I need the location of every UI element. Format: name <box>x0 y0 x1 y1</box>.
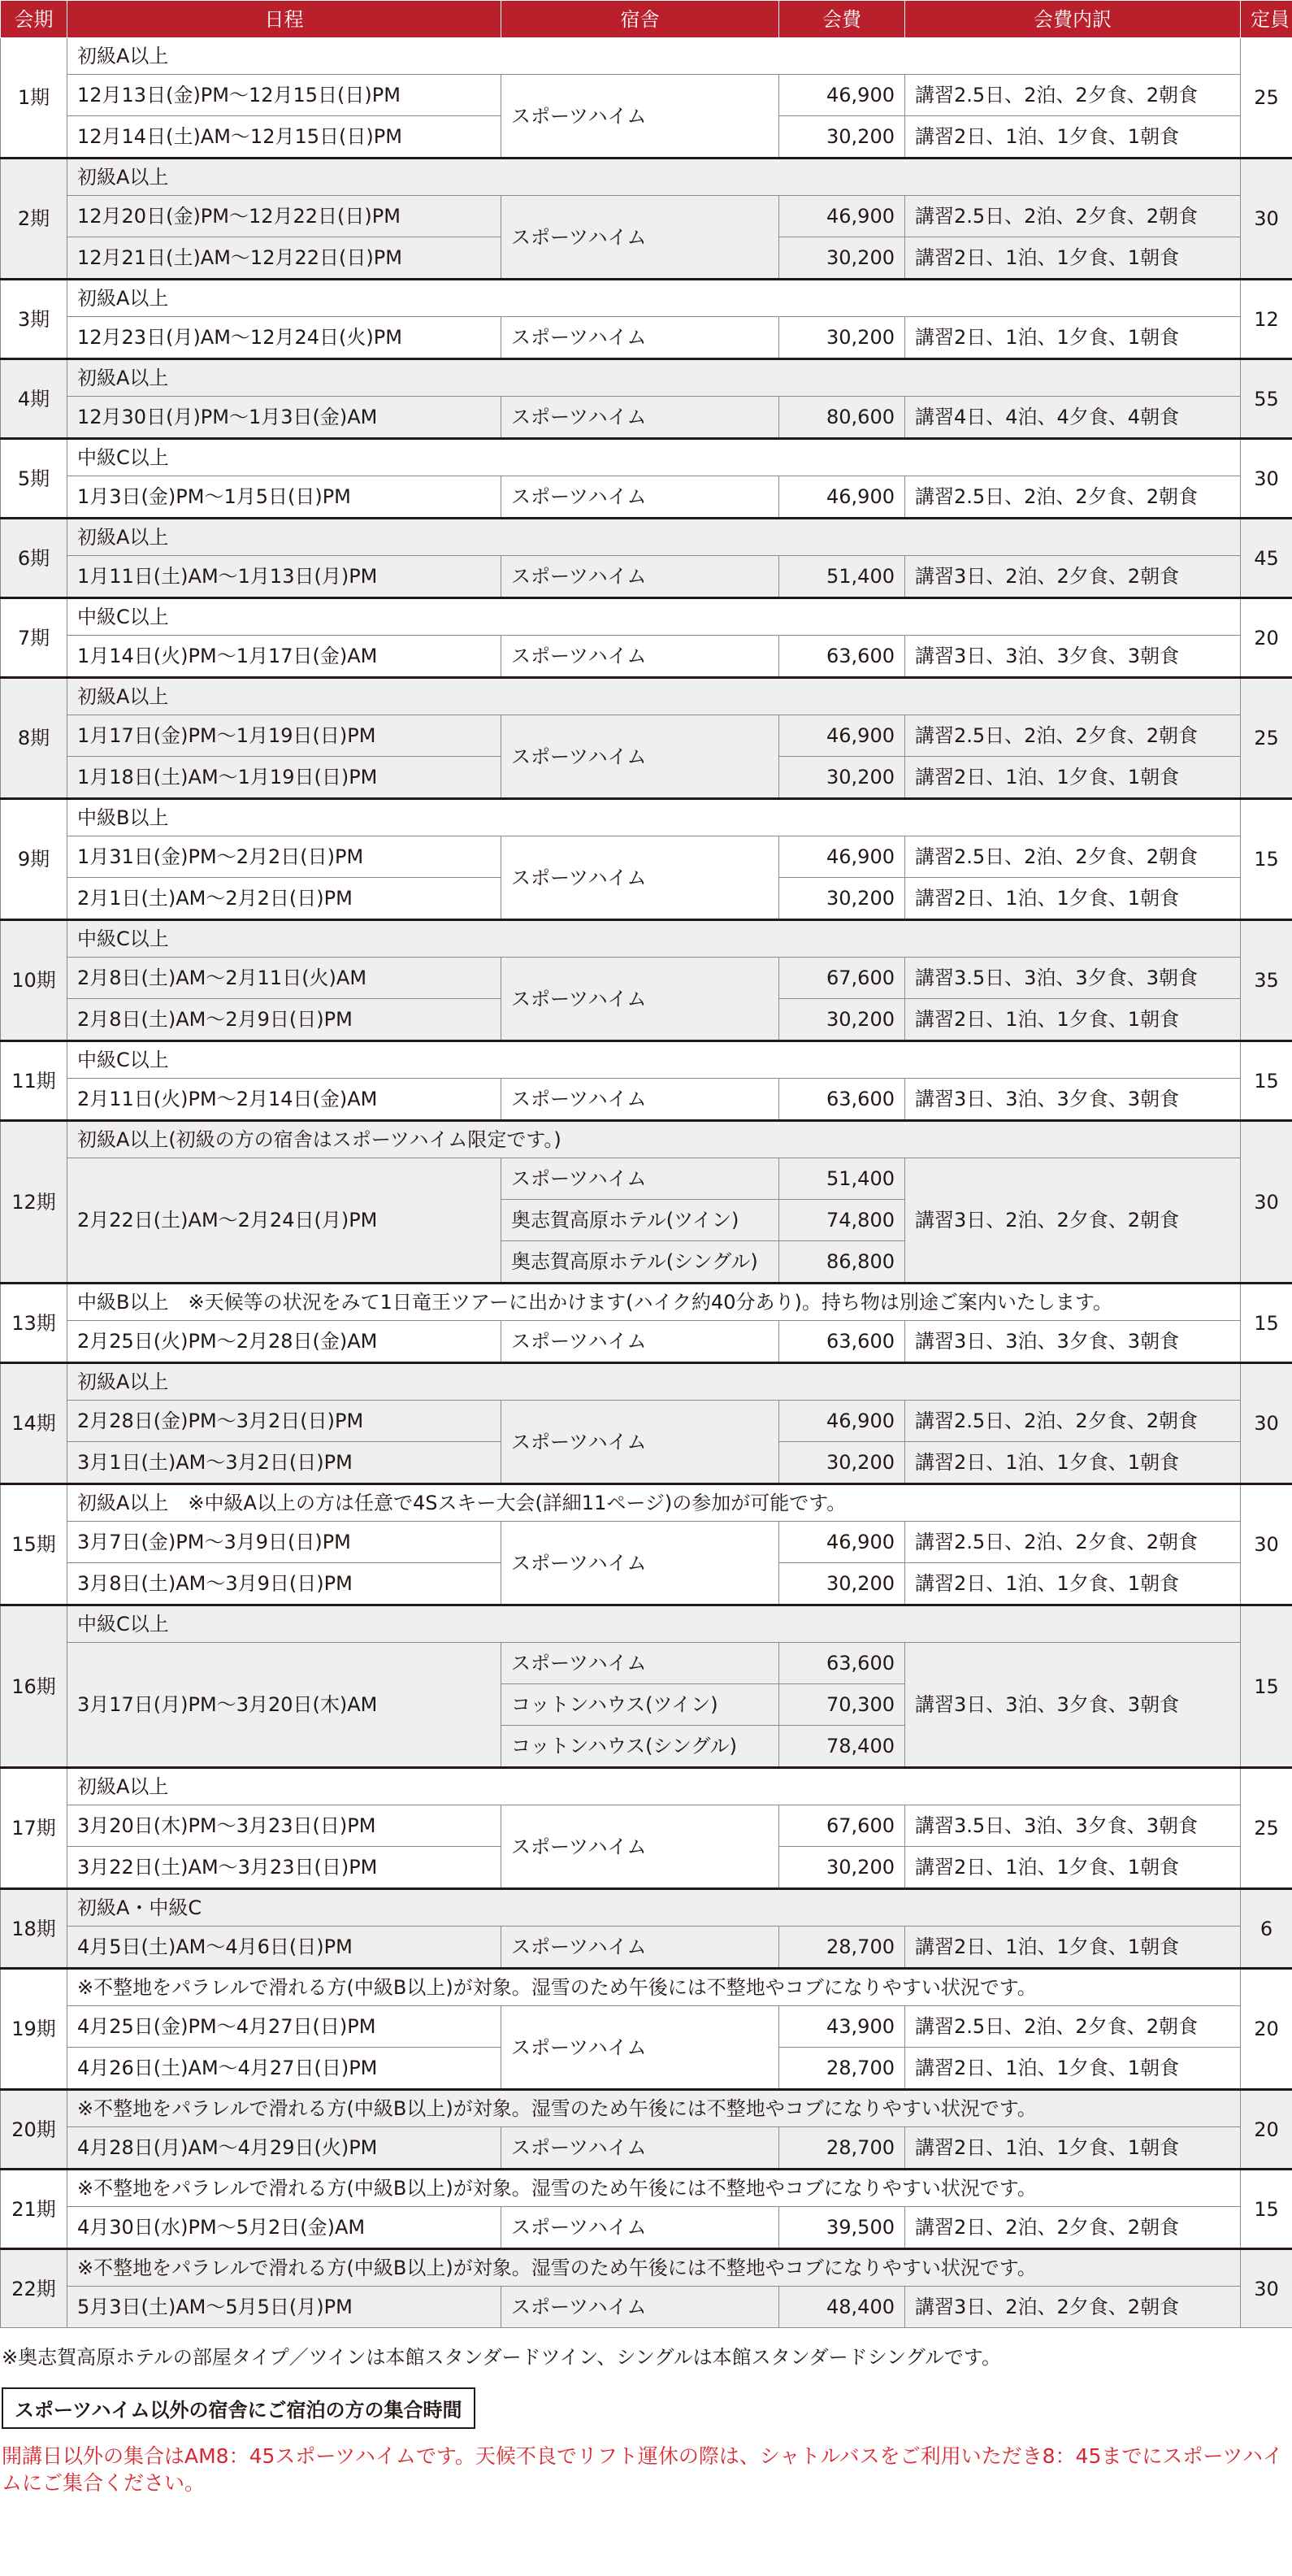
table-row <box>1 2207 1292 2249</box>
period-note: ※不整地をパラレルで滑れる方(中級B以上)が対象。湿雪のため午後には不整地やコブになりやすい状況です。 <box>67 1969 1241 2006</box>
period-group <box>1 280 1292 359</box>
period-note: 中級B以上 <box>67 799 1241 836</box>
breakdown-cell: 講習3.5日、3泊、3夕食、3朝食 <box>905 1805 1241 1847</box>
period-capacity: 15 <box>1241 2170 1292 2249</box>
table-row <box>1 476 1292 519</box>
schedule-cell: 12月30日(月)PM～1月3日(金)AM <box>67 397 501 439</box>
breakdown-cell: 講習2.5日、2泊、2夕食、2朝食 <box>905 196 1241 237</box>
fee-cell: 30,200 <box>779 1442 905 1484</box>
period-group <box>1 678 1292 799</box>
lodging-cell: スポーツハイム <box>501 476 779 519</box>
period-group <box>1 1284 1292 1363</box>
meeting-time-notice: 開講日以外の集合はAM8：45スポーツハイムです。天候不良でリフト運休の際は、シャトルバスをご利用いただき8：45までにスポーツハイムにご集合ください。 <box>2 2444 1283 2495</box>
period-note-row <box>1 1605 1292 1643</box>
period-note: 初級A以上(初級の方の宿舎はスポーツハイム限定です。) <box>67 1121 1241 1158</box>
lodging-cell: スポーツハイム <box>501 1401 779 1484</box>
table-row <box>1 1079 1292 1121</box>
period-note: 初級A・中級C <box>67 1889 1241 1927</box>
period-group <box>1 2170 1292 2249</box>
period-note: ※不整地をパラレルで滑れる方(中級B以上)が対象。湿雪のため午後には不整地やコブになりやすい状況です。 <box>67 2090 1241 2127</box>
fee-cell: 63,600 <box>779 1643 905 1684</box>
period-group <box>1 2090 1292 2170</box>
period-note-row <box>1 2090 1292 2127</box>
period-capacity: 15 <box>1241 1041 1292 1121</box>
period-group <box>1 1484 1292 1605</box>
schedule-cell: 1月14日(火)PM～1月17日(金)AM <box>67 636 501 678</box>
period-number: 5期 <box>1 439 67 519</box>
period-note: ※不整地をパラレルで滑れる方(中級B以上)が対象。湿雪のため午後には不整地やコブになりやすい状況です。 <box>67 2249 1241 2287</box>
fee-cell: 67,600 <box>779 958 905 999</box>
schedule-cell: 4月30日(水)PM～5月2日(金)AM <box>67 2207 501 2249</box>
fee-cell: 30,200 <box>779 757 905 799</box>
meeting-time-heading: スポーツハイム以外の宿舎にご宿泊の方の集合時間 <box>2 2387 475 2429</box>
lodging-cell: スポーツハイム <box>501 1522 779 1605</box>
lodging-cell: スポーツハイム <box>501 2207 779 2249</box>
fee-cell: 28,700 <box>779 2048 905 2090</box>
fee-cell: 39,500 <box>779 2207 905 2249</box>
period-note: 初級A以上 <box>67 1363 1241 1401</box>
period-note-row <box>1 1768 1292 1805</box>
table-row <box>1 1805 1292 1847</box>
lodging-cell: スポーツハイム <box>501 1643 779 1684</box>
period-capacity: 6 <box>1241 1889 1292 1969</box>
header-period: 会期 <box>1 1 67 38</box>
breakdown-cell: 講習2日、1泊、1夕食、1朝食 <box>905 757 1241 799</box>
breakdown-cell: 講習2日、1泊、1夕食、1朝食 <box>905 1927 1241 1969</box>
schedule-cell: 12月20日(金)PM～12月22日(日)PM <box>67 196 501 237</box>
fee-cell: 46,900 <box>779 1401 905 1442</box>
header-breakdown: 会費内訳 <box>905 1 1241 38</box>
schedule-cell: 1月3日(金)PM～1月5日(日)PM <box>67 476 501 519</box>
lodging-cell: スポーツハイム <box>501 2006 779 2090</box>
period-number: 1期 <box>1 38 67 159</box>
table-row <box>1 1401 1292 1442</box>
period-group <box>1 1889 1292 1969</box>
period-number: 10期 <box>1 920 67 1041</box>
lodging-cell: コットンハウス(ツイン) <box>501 1684 779 1726</box>
breakdown-cell: 講習2日、2泊、2夕食、2朝食 <box>905 2207 1241 2249</box>
period-group <box>1 920 1292 1041</box>
fee-cell: 46,900 <box>779 196 905 237</box>
period-note-row <box>1 519 1292 556</box>
fee-cell: 30,200 <box>779 317 905 359</box>
period-number: 14期 <box>1 1363 67 1484</box>
breakdown-cell: 講習3日、3泊、3夕食、3朝食 <box>905 1079 1241 1121</box>
period-number: 7期 <box>1 598 67 678</box>
schedule-cell: 2月11日(火)PM～2月14日(金)AM <box>67 1079 501 1121</box>
lodging-cell: スポーツハイム <box>501 1927 779 1969</box>
lodging-cell: スポーツハイム <box>501 75 779 159</box>
period-capacity: 30 <box>1241 1484 1292 1605</box>
period-group <box>1 1121 1292 1284</box>
breakdown-cell: 講習2.5日、2泊、2夕食、2朝食 <box>905 836 1241 878</box>
schedule-cell: 1月31日(金)PM～2月2日(日)PM <box>67 836 501 878</box>
lodging-cell: スポーツハイム <box>501 958 779 1041</box>
period-note: 初級A以上 <box>67 280 1241 317</box>
breakdown-cell: 講習2日、1泊、1夕食、1朝食 <box>905 2127 1241 2170</box>
lodging-cell: スポーツハイム <box>501 556 779 598</box>
lodging-cell: スポーツハイム <box>501 836 779 920</box>
lodging-cell: スポーツハイム <box>501 317 779 359</box>
period-capacity: 55 <box>1241 359 1292 439</box>
period-note: 中級C以上 <box>67 439 1241 476</box>
breakdown-cell: 講習2日、1泊、1夕食、1朝食 <box>905 317 1241 359</box>
period-number: 18期 <box>1 1889 67 1969</box>
period-note: 中級C以上 <box>67 598 1241 636</box>
period-note-row <box>1 38 1292 75</box>
fee-cell: 30,200 <box>779 878 905 920</box>
period-note-row <box>1 1121 1292 1158</box>
table-row <box>1 1927 1292 1969</box>
breakdown-cell: 講習2.5日、2泊、2夕食、2朝食 <box>905 2006 1241 2048</box>
lodging-cell: スポーツハイム <box>501 1321 779 1363</box>
breakdown-cell: 講習2日、1泊、1夕食、1朝食 <box>905 116 1241 159</box>
table-row <box>1 2006 1292 2048</box>
header-lodging: 宿舎 <box>501 1 779 38</box>
fee-cell: 46,900 <box>779 476 905 519</box>
lodging-cell: スポーツハイム <box>501 196 779 280</box>
schedule-cell: 4月26日(土)AM～4月27日(日)PM <box>67 2048 501 2090</box>
fee-cell: 67,600 <box>779 1805 905 1847</box>
fee-cell: 80,600 <box>779 397 905 439</box>
period-note-row <box>1 1041 1292 1079</box>
fee-cell: 63,600 <box>779 636 905 678</box>
period-note-row <box>1 1889 1292 1927</box>
fee-cell: 46,900 <box>779 715 905 757</box>
lodging-cell: スポーツハイム <box>501 2287 779 2328</box>
period-note-row <box>1 799 1292 836</box>
schedule-cell: 3月17日(月)PM～3月20日(木)AM <box>67 1643 501 1768</box>
header-row <box>1 1 1292 38</box>
period-number: 8期 <box>1 678 67 799</box>
schedule-cell: 2月28日(金)PM～3月2日(日)PM <box>67 1401 501 1442</box>
period-group <box>1 38 1292 159</box>
breakdown-cell: 講習3日、2泊、2夕食、2朝食 <box>905 2287 1241 2328</box>
table-row <box>1 397 1292 439</box>
fee-cell: 28,700 <box>779 1927 905 1969</box>
period-note-row <box>1 159 1292 196</box>
period-number: 12期 <box>1 1121 67 1284</box>
fee-cell: 74,800 <box>779 1200 905 1241</box>
schedule-cell: 1月17日(金)PM～1月19日(日)PM <box>67 715 501 757</box>
breakdown-cell: 講習2日、1泊、1夕食、1朝食 <box>905 878 1241 920</box>
period-number: 4期 <box>1 359 67 439</box>
table-row <box>1 1158 1292 1200</box>
breakdown-cell: 講習3.5日、3泊、3夕食、3朝食 <box>905 958 1241 999</box>
table-row <box>1 317 1292 359</box>
period-number: 3期 <box>1 280 67 359</box>
schedule-cell: 12月21日(土)AM～12月22日(日)PM <box>67 237 501 280</box>
period-capacity: 20 <box>1241 1969 1292 2090</box>
breakdown-cell: 講習2.5日、2泊、2夕食、2朝食 <box>905 75 1241 116</box>
schedule-cell: 12月13日(金)PM～12月15日(日)PM <box>67 75 501 116</box>
table-row <box>1 958 1292 999</box>
schedule-cell: 4月28日(月)AM～4月29日(火)PM <box>67 2127 501 2170</box>
fee-cell: 51,400 <box>779 1158 905 1200</box>
table-row <box>1 556 1292 598</box>
breakdown-cell: 講習2日、1泊、1夕食、1朝食 <box>905 237 1241 280</box>
period-number: 2期 <box>1 159 67 280</box>
period-number: 13期 <box>1 1284 67 1363</box>
period-note: 初級A以上 <box>67 519 1241 556</box>
period-note: 中級C以上 <box>67 1041 1241 1079</box>
breakdown-cell: 講習2日、1泊、1夕食、1朝食 <box>905 1442 1241 1484</box>
period-note: 中級B以上 ※天候等の状況をみて1日竜王ツアーに出かけます(ハイク約40分あり)。持ち物は別途ご案内いたします。 <box>67 1284 1241 1321</box>
lodging-cell: 奥志賀高原ホテル(ツイン) <box>501 1200 779 1241</box>
period-capacity: 30 <box>1241 439 1292 519</box>
period-group <box>1 1605 1292 1768</box>
breakdown-cell: 講習2.5日、2泊、2夕食、2朝食 <box>905 715 1241 757</box>
period-note-row <box>1 280 1292 317</box>
schedule-cell: 3月1日(土)AM～3月2日(日)PM <box>67 1442 501 1484</box>
breakdown-cell: 講習3日、3泊、3夕食、3朝食 <box>905 636 1241 678</box>
breakdown-cell: 講習2日、1泊、1夕食、1朝食 <box>905 1847 1241 1889</box>
period-number: 20期 <box>1 2090 67 2170</box>
schedule-cell: 3月22日(土)AM～3月23日(日)PM <box>67 1847 501 1889</box>
lodging-cell: スポーツハイム <box>501 397 779 439</box>
fee-cell: 86,800 <box>779 1241 905 1284</box>
fee-cell: 30,200 <box>779 116 905 159</box>
lodging-cell: 奥志賀高原ホテル(シングル) <box>501 1241 779 1284</box>
period-group <box>1 1768 1292 1889</box>
period-note: 初級A以上 <box>67 678 1241 715</box>
schedule-cell: 2月8日(土)AM～2月9日(日)PM <box>67 999 501 1041</box>
header-schedule: 日程 <box>67 1 501 38</box>
period-note: 初級A以上 ※中級A以上の方は任意で4Sスキー大会(詳細11ページ)の参加が可能です。 <box>67 1484 1241 1522</box>
fee-cell: 51,400 <box>779 556 905 598</box>
room-type-footnote: ※奥志賀高原ホテルの部屋タイプ／ツインは本館スタンダードツイン、シングルは本館スタンダードシングルです。 <box>2 2346 1001 2369</box>
period-number: 9期 <box>1 799 67 920</box>
period-note: ※不整地をパラレルで滑れる方(中級B以上)が対象。湿雪のため午後には不整地やコブになりやすい状況です。 <box>67 2170 1241 2207</box>
fee-cell: 30,200 <box>779 1847 905 1889</box>
period-group <box>1 1041 1292 1121</box>
lodging-cell: コットンハウス(シングル) <box>501 1726 779 1768</box>
schedule-cell: 2月22日(土)AM～2月24日(月)PM <box>67 1158 501 1284</box>
period-group <box>1 439 1292 519</box>
period-note-row <box>1 678 1292 715</box>
period-capacity: 30 <box>1241 1121 1292 1284</box>
period-capacity: 20 <box>1241 598 1292 678</box>
period-capacity: 20 <box>1241 2090 1292 2170</box>
lodging-cell: スポーツハイム <box>501 636 779 678</box>
fee-cell: 30,200 <box>779 1563 905 1605</box>
table-row <box>1 1321 1292 1363</box>
table-row <box>1 636 1292 678</box>
period-note: 初級A以上 <box>67 159 1241 196</box>
period-capacity: 15 <box>1241 799 1292 920</box>
table-row <box>1 196 1292 237</box>
period-capacity: 25 <box>1241 1768 1292 1889</box>
schedule-cell: 3月7日(金)PM～3月9日(日)PM <box>67 1522 501 1563</box>
schedule-cell: 2月8日(土)AM～2月11日(火)AM <box>67 958 501 999</box>
period-note-row <box>1 1284 1292 1321</box>
table-row <box>1 1643 1292 1684</box>
fee-cell: 46,900 <box>779 75 905 116</box>
table-row <box>1 2287 1292 2328</box>
period-note-row <box>1 359 1292 397</box>
lodging-cell: スポーツハイム <box>501 1805 779 1889</box>
period-note-row <box>1 920 1292 958</box>
period-capacity: 12 <box>1241 280 1292 359</box>
period-group <box>1 519 1292 598</box>
schedule-cell: 4月25日(金)PM～4月27日(日)PM <box>67 2006 501 2048</box>
fee-cell: 30,200 <box>779 237 905 280</box>
breakdown-cell: 講習3日、3泊、3夕食、3朝食 <box>905 1643 1241 1768</box>
breakdown-cell: 講習2.5日、2泊、2夕食、2朝食 <box>905 476 1241 519</box>
period-note-row <box>1 1969 1292 2006</box>
header-capacity: 定員 <box>1241 1 1292 38</box>
fee-cell: 48,400 <box>779 2287 905 2328</box>
breakdown-cell: 講習2日、1泊、1夕食、1朝食 <box>905 1563 1241 1605</box>
period-capacity: 25 <box>1241 678 1292 799</box>
period-number: 11期 <box>1 1041 67 1121</box>
period-capacity: 15 <box>1241 1284 1292 1363</box>
period-note-row <box>1 2249 1292 2287</box>
period-capacity: 15 <box>1241 1605 1292 1768</box>
breakdown-cell: 講習3日、2泊、2夕食、2朝食 <box>905 1158 1241 1284</box>
period-number: 17期 <box>1 1768 67 1889</box>
period-group <box>1 598 1292 678</box>
period-capacity: 30 <box>1241 159 1292 280</box>
schedule-cell: 2月1日(土)AM～2月2日(日)PM <box>67 878 501 920</box>
period-group <box>1 799 1292 920</box>
lodging-cell: スポーツハイム <box>501 1079 779 1121</box>
period-group <box>1 1969 1292 2090</box>
breakdown-cell: 講習4日、4泊、4夕食、4朝食 <box>905 397 1241 439</box>
period-note: 初級A以上 <box>67 359 1241 397</box>
schedule-cell: 2月25日(火)PM～2月28日(金)AM <box>67 1321 501 1363</box>
period-note-row <box>1 1484 1292 1522</box>
fee-cell: 30,200 <box>779 999 905 1041</box>
period-capacity: 30 <box>1241 1363 1292 1484</box>
lodging-cell: スポーツハイム <box>501 1158 779 1200</box>
breakdown-cell: 講習3日、3泊、3夕食、3朝食 <box>905 1321 1241 1363</box>
lodging-cell: スポーツハイム <box>501 715 779 799</box>
schedule-cell: 12月23日(月)AM～12月24日(火)PM <box>67 317 501 359</box>
schedule-cell: 1月18日(土)AM～1月19日(日)PM <box>67 757 501 799</box>
breakdown-cell: 講習3日、2泊、2夕食、2朝食 <box>905 556 1241 598</box>
schedule-cell: 3月20日(木)PM～3月23日(日)PM <box>67 1805 501 1847</box>
period-capacity: 45 <box>1241 519 1292 598</box>
period-number: 15期 <box>1 1484 67 1605</box>
period-number: 6期 <box>1 519 67 598</box>
period-group <box>1 1363 1292 1484</box>
period-number: 21期 <box>1 2170 67 2249</box>
period-group <box>1 2249 1292 2328</box>
schedule-cell: 4月5日(土)AM～4月6日(日)PM <box>67 1927 501 1969</box>
fee-cell: 78,400 <box>779 1726 905 1768</box>
period-group <box>1 359 1292 439</box>
table-row <box>1 715 1292 757</box>
schedule-cell: 1月11日(土)AM～1月13日(月)PM <box>67 556 501 598</box>
period-note-row <box>1 598 1292 636</box>
fee-cell: 46,900 <box>779 836 905 878</box>
table-row <box>1 1522 1292 1563</box>
fee-cell: 28,700 <box>779 2127 905 2170</box>
period-note: 初級A以上 <box>67 1768 1241 1805</box>
period-capacity: 25 <box>1241 38 1292 159</box>
fee-cell: 63,600 <box>779 1079 905 1121</box>
fee-cell: 46,900 <box>779 1522 905 1563</box>
period-capacity: 30 <box>1241 2249 1292 2328</box>
schedule-cell: 3月8日(土)AM～3月9日(日)PM <box>67 1563 501 1605</box>
fee-cell: 63,600 <box>779 1321 905 1363</box>
table-row <box>1 836 1292 878</box>
table-row <box>1 75 1292 116</box>
period-note: 初級A以上 <box>67 38 1241 75</box>
period-capacity: 35 <box>1241 920 1292 1041</box>
period-note: 中級C以上 <box>67 920 1241 958</box>
fee-cell: 70,300 <box>779 1684 905 1726</box>
period-number: 16期 <box>1 1605 67 1768</box>
breakdown-cell: 講習2.5日、2泊、2夕食、2朝食 <box>905 1401 1241 1442</box>
period-number: 19期 <box>1 1969 67 2090</box>
breakdown-cell: 講習2.5日、2泊、2夕食、2朝食 <box>905 1522 1241 1563</box>
breakdown-cell: 講習2日、1泊、1夕食、1朝食 <box>905 2048 1241 2090</box>
period-group <box>1 159 1292 280</box>
lodging-cell: スポーツハイム <box>501 2127 779 2170</box>
breakdown-cell: 講習2日、1泊、1夕食、1朝食 <box>905 999 1241 1041</box>
header-fee: 会費 <box>779 1 905 38</box>
schedule-cell: 5月3日(土)AM～5月5日(月)PM <box>67 2287 501 2328</box>
period-note: 中級C以上 <box>67 1605 1241 1643</box>
period-number: 22期 <box>1 2249 67 2328</box>
period-note-row <box>1 2170 1292 2207</box>
period-note-row <box>1 1363 1292 1401</box>
schedule-cell: 12月14日(土)AM～12月15日(日)PM <box>67 116 501 159</box>
table-row <box>1 2127 1292 2170</box>
period-note-row <box>1 439 1292 476</box>
fee-cell: 43,900 <box>779 2006 905 2048</box>
